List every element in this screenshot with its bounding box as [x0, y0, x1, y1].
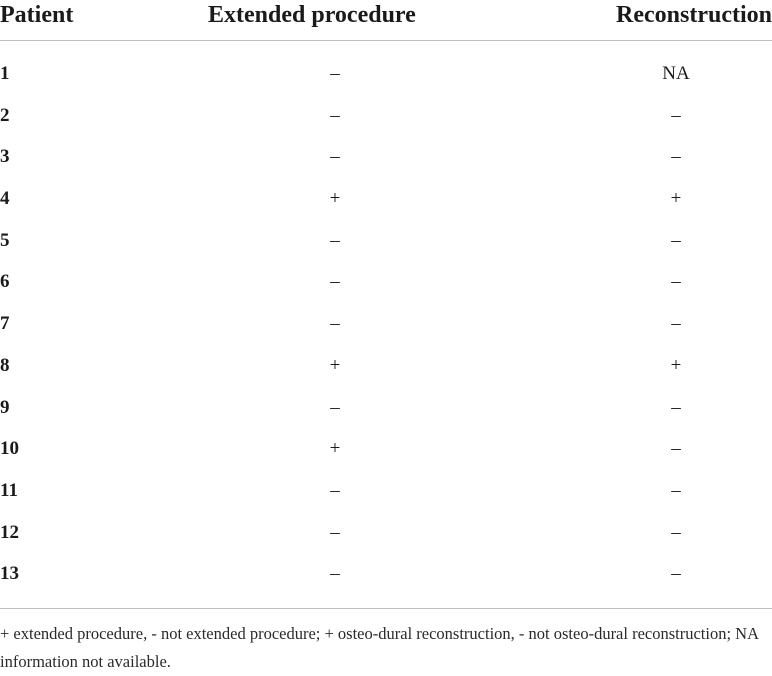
table-body: [0, 54, 772, 596]
cell-reconstruction: –: [671, 146, 681, 168]
cell-patient: 7: [0, 313, 10, 335]
cell-extended-procedure: –: [330, 146, 340, 168]
cell-reconstruction: +: [670, 188, 682, 210]
cell-extended-procedure: –: [330, 479, 340, 501]
cell-reconstruction: –: [671, 229, 681, 251]
table-row: [0, 304, 772, 346]
cell-extended-procedure: +: [329, 354, 341, 376]
cell-patient: 4: [0, 188, 10, 210]
header-extended-procedure: Extended procedure: [208, 2, 416, 28]
cell-extended-procedure: +: [329, 438, 341, 460]
cell-extended-procedure: –: [330, 104, 340, 126]
table-row: [0, 554, 772, 596]
cell-reconstruction: –: [671, 479, 681, 501]
table-footnote: + extended procedure, - not extended procedure; + osteo-dural reconstruction, - not osteo-dural reconstruction; NA information not available.: [0, 624, 759, 671]
cell-patient: 2: [0, 104, 10, 126]
cell-reconstruction: +: [670, 354, 682, 376]
cell-reconstruction: –: [671, 521, 681, 543]
cell-reconstruction: –: [671, 104, 681, 126]
cell-extended-procedure: –: [330, 63, 340, 84]
cell-reconstruction: –: [671, 438, 681, 460]
table-row: [0, 96, 772, 138]
cell-patient: 8: [0, 354, 10, 376]
cell-extended-procedure: –: [330, 229, 340, 251]
table-row: [0, 179, 772, 221]
table-row: [0, 429, 772, 471]
table-row: [0, 221, 772, 263]
cell-patient: 10: [0, 438, 19, 460]
table-row: [0, 388, 772, 430]
cell-patient: 6: [0, 271, 10, 293]
cell-patient: 1: [0, 63, 10, 84]
header-patient: Patient: [0, 2, 74, 28]
cell-patient: 5: [0, 229, 10, 251]
table-row: [0, 262, 772, 304]
table-row: [0, 54, 772, 96]
cell-patient: 9: [0, 396, 10, 418]
cell-reconstruction: –: [671, 271, 681, 293]
cell-extended-procedure: +: [329, 188, 341, 210]
cell-extended-procedure: –: [330, 521, 340, 543]
cell-patient: 12: [0, 521, 19, 543]
header-reconstruction: Reconstruction: [616, 2, 772, 28]
cell-reconstruction: NA: [662, 63, 690, 84]
table-row: [0, 471, 772, 513]
cell-reconstruction: –: [671, 396, 681, 418]
table-row: [0, 513, 772, 555]
table-row: [0, 346, 772, 388]
cell-patient: 3: [0, 146, 10, 168]
header-divider: [0, 40, 772, 41]
cell-reconstruction: –: [671, 563, 681, 585]
table-header-row: [0, 0, 772, 40]
table-row: [0, 137, 772, 179]
cell-reconstruction: –: [671, 313, 681, 335]
cell-extended-procedure: –: [330, 313, 340, 335]
cell-extended-procedure: –: [330, 271, 340, 293]
cell-extended-procedure: –: [330, 396, 340, 418]
cell-extended-procedure: –: [330, 563, 340, 585]
cell-patient: 13: [0, 563, 19, 585]
footer-divider: [0, 608, 772, 609]
cell-patient: 11: [0, 479, 18, 501]
